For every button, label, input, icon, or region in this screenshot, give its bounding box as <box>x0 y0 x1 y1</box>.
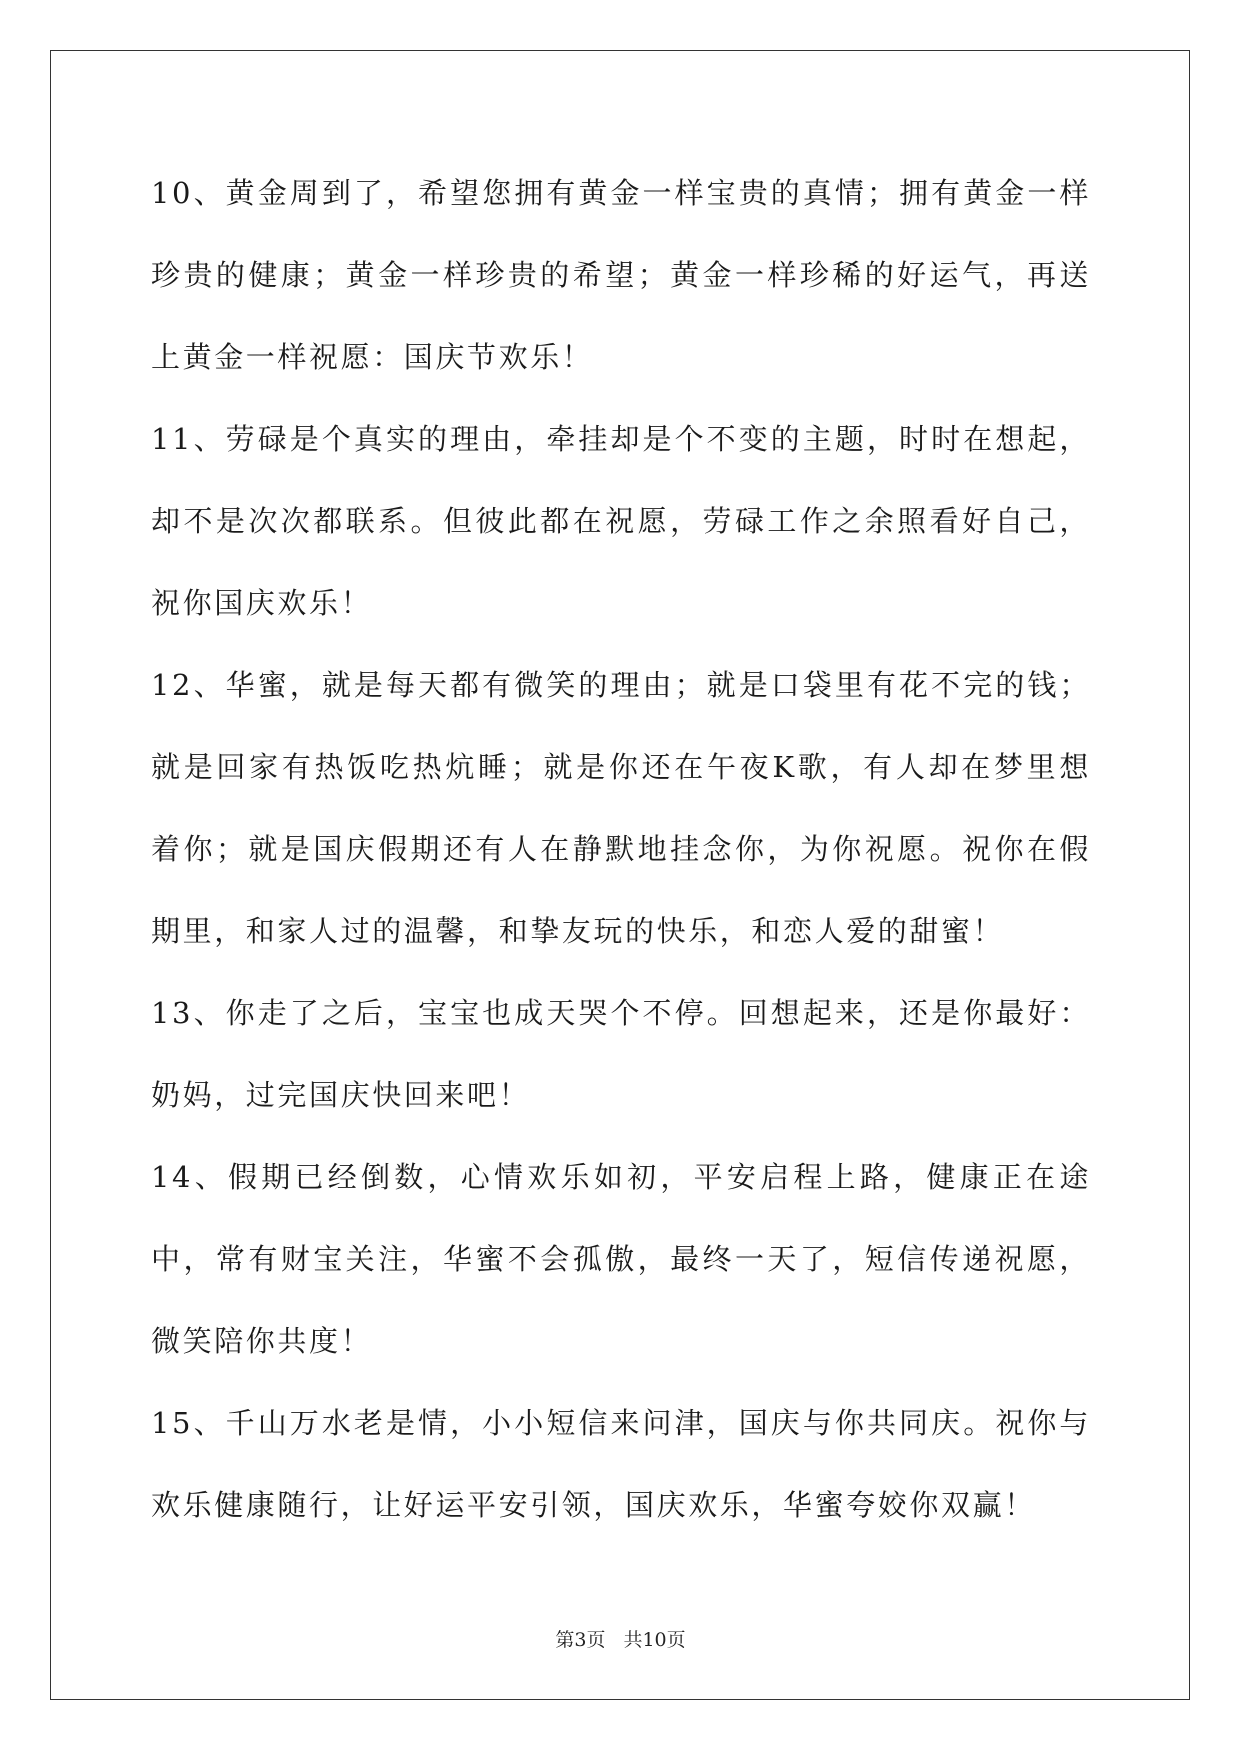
paragraph-13: 13、你走了之后，宝宝也成天哭个不停。回想起来，还是你最好：奶妈，过完国庆快回来吧！ <box>151 996 1091 1112</box>
paragraph-10: 10、黄金周到了，希望您拥有黄金一样宝贵的真情；拥有黄金一样珍贵的健康；黄金一样珍贵的希望；黄金一样珍稀的好运气，再送上黄金一样祝愿：国庆节欢乐！ <box>151 176 1091 374</box>
page-total: 共10页 <box>623 1629 686 1651</box>
paragraph-11: 11、劳碌是个真实的理由，牵挂却是个不变的主题，时时在想起，却不是次次都联系。但彼此都在祝愿，劳碌工作之余照看好自己，祝你国庆欢乐！ <box>151 422 1091 620</box>
document-body <box>151 152 1091 1546</box>
paragraph-12: 12、华蜜，就是每天都有微笑的理由；就是口袋里有花不完的钱；就是回家有热饭吃热炕睡；就是你还在午夜K歌，有人却在梦里想着你；就是国庆假期还有人在静默地挂念你，为你祝愿。祝你在假期里，和家人过的温馨，和挚友玩的快乐，和恋人爱的甜蜜！ <box>151 668 1091 948</box>
paragraph-15: 15、千山万水老是情，小小短信来问津，国庆与你共同庆。祝你与欢乐健康随行，让好运平安引领，国庆欢乐，华蜜夸姣你双赢！ <box>151 1406 1091 1522</box>
paragraph-14: 14、假期已经倒数，心情欢乐如初，平安启程上路，健康正在途中，常有财宝关注，华蜜不会孤傲，最终一天了，短信传递祝愿，微笑陪你共度！ <box>151 1160 1091 1358</box>
page-footer <box>0 1628 1241 1652</box>
page-number: 第3页 <box>555 1629 606 1651</box>
